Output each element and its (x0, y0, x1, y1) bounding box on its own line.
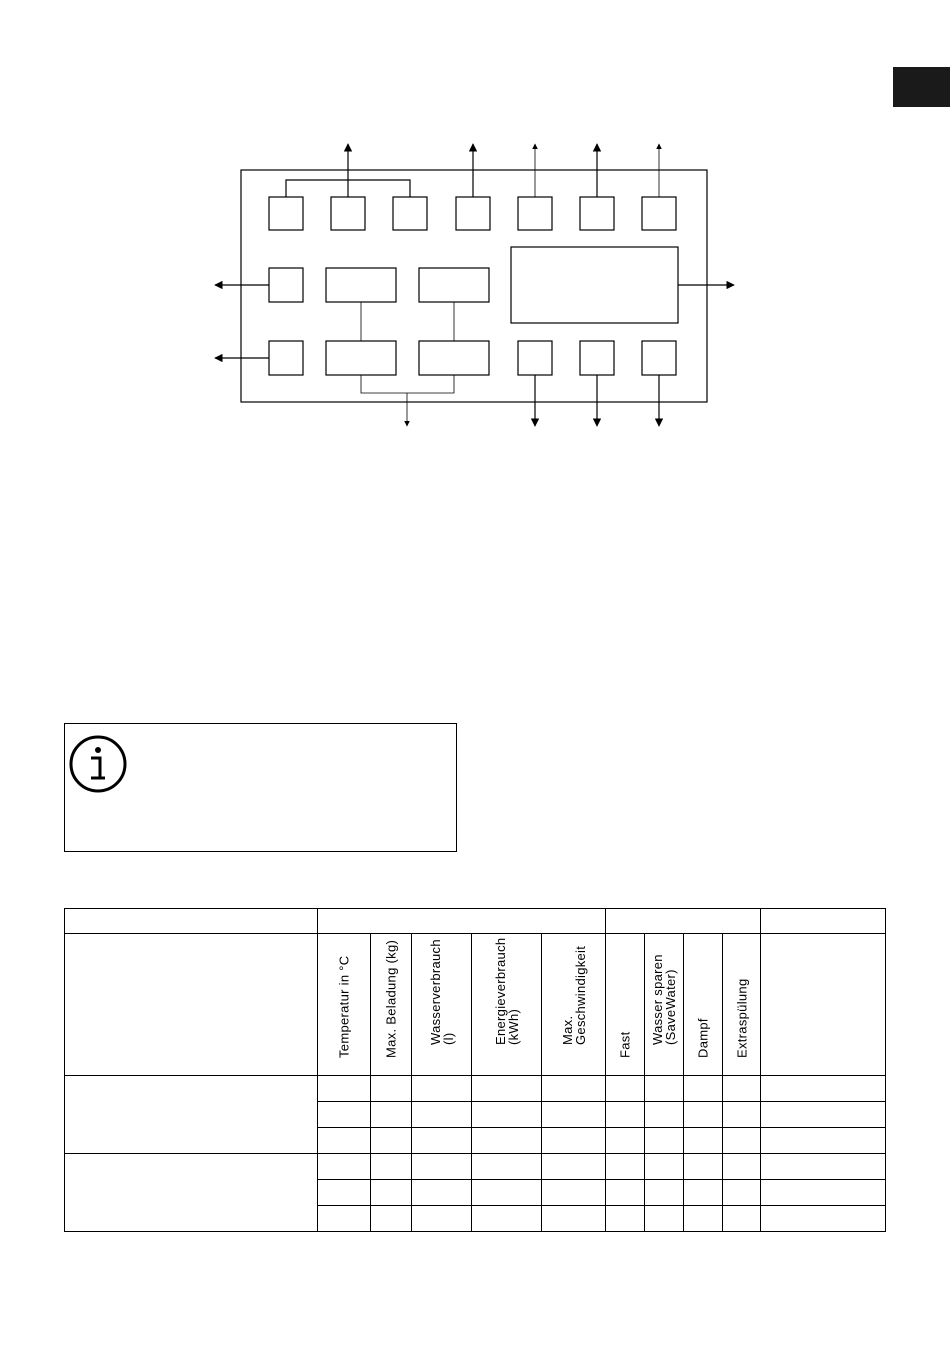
header-energy-consumption (472, 934, 542, 1076)
header-temperature (318, 934, 371, 1076)
panel-button-bottom-wide-1 (326, 341, 396, 375)
header-label: Energieverbrauch (492, 937, 508, 1045)
panel-button-top-4 (456, 197, 490, 230)
panel-button-top-7 (642, 197, 676, 230)
panel-button-top-1 (269, 197, 303, 230)
header-label: Dampf (695, 1018, 711, 1058)
header-label: Extraspülung (734, 978, 750, 1058)
table-header-row (65, 934, 886, 1076)
header-label: Wasserverbrauch (427, 939, 443, 1045)
panel-button-bottom-6 (580, 341, 614, 375)
header-max-speed (542, 934, 606, 1076)
header-max-load (371, 934, 412, 1076)
panel-button-bottom-wide-2 (419, 341, 489, 375)
panel-display (511, 247, 678, 323)
info-icon (68, 734, 128, 794)
panel-button-bottom-7 (642, 341, 676, 375)
table-cell (761, 909, 886, 934)
header-label: Wasser sparen (650, 954, 666, 1045)
table-row (65, 1154, 886, 1180)
program-name-cell (65, 1076, 318, 1154)
header-label: Geschwindigkeit (572, 945, 588, 1045)
header-label: (l) (440, 1032, 456, 1045)
program-options-table (64, 908, 886, 1232)
connector-bottom-group (361, 375, 454, 393)
table-row (65, 1076, 886, 1102)
header-label: Temperatur in °C (336, 955, 352, 1058)
panel-button-top-6 (580, 197, 614, 230)
table-group-cell (318, 909, 606, 934)
panel-button-top-5 (518, 197, 552, 230)
info-note-box (64, 723, 457, 852)
header-label: Max. (559, 1015, 575, 1045)
program-name-cell (65, 1154, 318, 1232)
panel-button-top-3 (393, 197, 427, 230)
panel-button-mid-left (269, 268, 303, 302)
header-label: Fast (617, 1031, 633, 1058)
header-water-consumption (412, 934, 472, 1076)
table-cell (65, 909, 318, 934)
table-header-cell (761, 934, 886, 1076)
panel-button-top-2 (331, 197, 365, 230)
table-group-header-row (65, 909, 886, 934)
panel-button-bottom-5 (518, 341, 552, 375)
panel-button-bottom-left (269, 341, 303, 375)
control-panel-diagram (0, 0, 950, 440)
panel-button-mid-wide-1 (326, 268, 396, 302)
header-label: Max. Beladung (kg) (383, 939, 399, 1058)
table-header-cell (65, 934, 318, 1076)
header-savewater (645, 934, 684, 1076)
header-fast (606, 934, 645, 1076)
header-label: (SaveWater) (663, 969, 679, 1045)
table-group-cell (606, 909, 761, 934)
panel-button-mid-wide-2 (419, 268, 489, 302)
header-label: (kWh) (505, 1008, 521, 1045)
header-steam (684, 934, 723, 1076)
panel-outline (241, 170, 707, 402)
header-extra-rinse (723, 934, 761, 1076)
